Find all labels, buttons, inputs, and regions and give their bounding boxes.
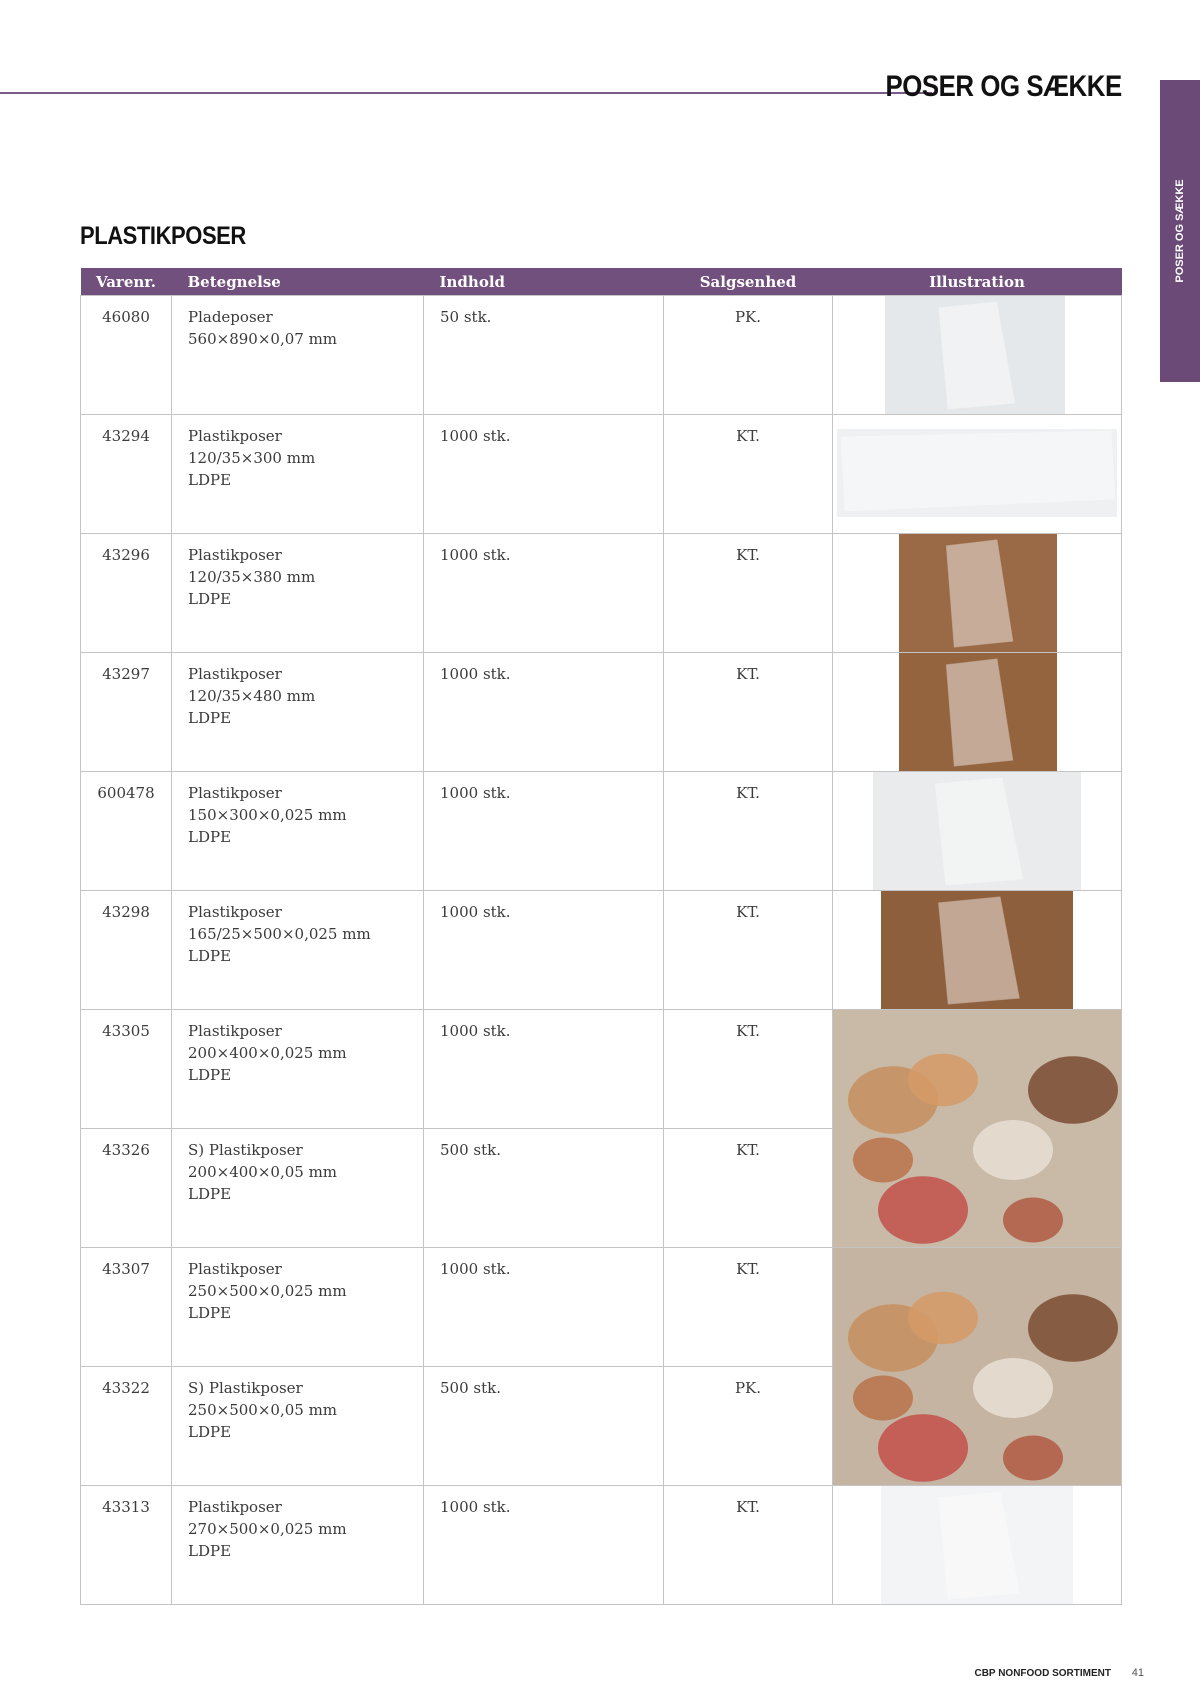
description-line: LDPE (188, 1542, 232, 1560)
cell-illustration (833, 534, 1122, 653)
column-header-indhold: Indhold (424, 268, 664, 296)
product-image (881, 891, 1073, 1010)
cell-indhold: 1000 stk. (424, 653, 664, 772)
description-line: 560×890×0,07 mm (188, 330, 338, 348)
food-shape (973, 1358, 1053, 1418)
cell-indhold: 500 stk. (424, 1367, 664, 1486)
description-line: Plastikposer (188, 546, 282, 564)
cell-indhold: 500 stk. (424, 1129, 664, 1248)
table-row (81, 1010, 1122, 1129)
cell-indhold: 1000 stk. (424, 534, 664, 653)
page-title: POSER OG SÆKKE (885, 70, 1122, 103)
cell-indhold: 1000 stk. (424, 1010, 664, 1129)
description-line: LDPE (188, 947, 232, 965)
food-shape (878, 1414, 968, 1482)
table-row (81, 1486, 1122, 1605)
product-image (899, 534, 1057, 653)
bag-shape (939, 897, 1020, 1004)
product-image (881, 1486, 1073, 1605)
description-line: Plastikposer (188, 903, 282, 921)
product-image (837, 429, 1117, 517)
description-line: Plastikposer (188, 1498, 282, 1516)
column-header-varenr: Varenr. (81, 268, 172, 296)
bag-illustration (899, 653, 1057, 772)
food-shape (1003, 1198, 1063, 1243)
table-row (81, 296, 1122, 415)
footer (974, 1667, 1144, 1679)
cell-betegnelse (172, 296, 424, 415)
cell-indhold: 1000 stk. (424, 1486, 664, 1605)
description-line: 120/35×380 mm (188, 568, 316, 586)
cell-salgsenhed: KT. (664, 415, 833, 534)
food-shape (853, 1376, 913, 1421)
page-number: 41 (1131, 1667, 1144, 1679)
cell-betegnelse (172, 1129, 424, 1248)
cell-varenr: 43298 (81, 891, 172, 1010)
cell-varenr: 46080 (81, 296, 172, 415)
cell-varenr: 43294 (81, 415, 172, 534)
description-line: 270×500×0,025 mm (188, 1520, 347, 1538)
description-line: 250×500×0,025 mm (188, 1282, 347, 1300)
description-line: S) Plastikposer (188, 1379, 303, 1397)
bag-shape (939, 302, 1015, 409)
side-tab-label: POSER OG SÆKKE (1174, 179, 1186, 283)
column-header-illustration: Illustration (833, 268, 1122, 296)
food-shape (878, 1176, 968, 1244)
cell-varenr: 43326 (81, 1129, 172, 1248)
cell-indhold: 1000 stk. (424, 415, 664, 534)
description-line: 200×400×0,05 mm (188, 1163, 338, 1181)
food-shape (1028, 1294, 1118, 1362)
cell-illustration (833, 891, 1122, 1010)
bag-illustration (881, 1486, 1073, 1605)
description-line: Plastikposer (188, 1260, 282, 1278)
description-line: S) Plastikposer (188, 1141, 303, 1159)
description-line: 165/25×500×0,025 mm (188, 925, 371, 943)
table-header-row (81, 268, 1122, 296)
cell-indhold: 1000 stk. (424, 772, 664, 891)
food-shape (1003, 1436, 1063, 1481)
cell-salgsenhed: KT. (664, 772, 833, 891)
description-line: Pladeposer (188, 308, 273, 326)
table-row (81, 1248, 1122, 1367)
cell-betegnelse (172, 891, 424, 1010)
cell-varenr: 43305 (81, 1010, 172, 1129)
table-row (81, 772, 1122, 891)
cell-illustration (833, 772, 1122, 891)
cell-salgsenhed: KT. (664, 1486, 833, 1605)
cell-salgsenhed: KT. (664, 653, 833, 772)
cell-betegnelse (172, 1486, 424, 1605)
description-line: LDPE (188, 1185, 232, 1203)
side-tab[interactable] (1160, 80, 1200, 382)
cell-varenr: 600478 (81, 772, 172, 891)
description-line: LDPE (188, 1304, 232, 1322)
food-shape (908, 1292, 978, 1345)
bag-illustration (873, 772, 1081, 891)
bag-illustration (899, 534, 1057, 653)
description-line: LDPE (188, 590, 232, 608)
description-line: LDPE (188, 1066, 232, 1084)
column-header-salgsenhed: Salgsenhed (664, 268, 833, 296)
cell-indhold: 1000 stk. (424, 891, 664, 1010)
food-shape (853, 1138, 913, 1183)
table-row (81, 653, 1122, 772)
food-shape (1028, 1056, 1118, 1124)
section-heading: PLASTIKPOSER (80, 222, 246, 250)
cell-betegnelse (172, 1248, 424, 1367)
product-image (833, 1248, 1122, 1486)
cell-indhold: 50 stk. (424, 296, 664, 415)
cell-illustration (833, 415, 1122, 534)
description-line: 120/35×300 mm (188, 449, 316, 467)
bag-illustration (833, 1010, 1122, 1248)
bag-shape (935, 778, 1022, 885)
description-line: 120/35×480 mm (188, 687, 316, 705)
bag-shape (939, 1492, 1020, 1599)
cell-varenr: 43322 (81, 1367, 172, 1486)
cell-betegnelse (172, 653, 424, 772)
footer-brand: CBP NONFOOD SORTIMENT (974, 1668, 1111, 1679)
bag-illustration (833, 1248, 1122, 1486)
cell-salgsenhed: KT. (664, 534, 833, 653)
cell-betegnelse (172, 534, 424, 653)
product-image (833, 1010, 1122, 1248)
cell-betegnelse (172, 1010, 424, 1129)
description-line: Plastikposer (188, 427, 282, 445)
cell-salgsenhed: KT. (664, 1010, 833, 1129)
cell-salgsenhed: KT. (664, 891, 833, 1010)
cell-illustration (833, 1010, 1122, 1248)
cell-varenr: 43297 (81, 653, 172, 772)
description-line: Plastikposer (188, 784, 282, 802)
cell-salgsenhed: PK. (664, 296, 833, 415)
product-image (873, 772, 1081, 891)
description-line: LDPE (188, 1423, 232, 1441)
cell-betegnelse (172, 415, 424, 534)
cell-salgsenhed: PK. (664, 1367, 833, 1486)
cell-illustration (833, 1248, 1122, 1486)
cell-indhold: 1000 stk. (424, 1248, 664, 1367)
cell-illustration (833, 653, 1122, 772)
description-line: Plastikposer (188, 1022, 282, 1040)
table-row (81, 534, 1122, 653)
product-image (899, 653, 1057, 772)
cell-varenr: 43313 (81, 1486, 172, 1605)
food-shape (973, 1120, 1053, 1180)
description-line: 150×300×0,025 mm (188, 806, 347, 824)
bag-illustration (881, 891, 1073, 1010)
product-image (885, 296, 1065, 415)
bag-illustration (837, 429, 1117, 517)
cell-varenr: 43307 (81, 1248, 172, 1367)
description-line: 250×500×0,05 mm (188, 1401, 338, 1419)
cell-betegnelse (172, 772, 424, 891)
description-line: LDPE (188, 471, 232, 489)
food-shape (908, 1054, 978, 1107)
table-row (81, 415, 1122, 534)
bag-shape (841, 431, 1115, 511)
description-line: LDPE (188, 828, 232, 846)
product-table (80, 268, 1122, 1605)
description-line: LDPE (188, 709, 232, 727)
cell-salgsenhed: KT. (664, 1129, 833, 1248)
bag-shape (946, 540, 1012, 647)
bag-illustration (885, 296, 1065, 415)
bag-shape (946, 659, 1012, 766)
cell-illustration (833, 1486, 1122, 1605)
column-header-betegnelse: Betegnelse (172, 268, 424, 296)
cell-varenr: 43296 (81, 534, 172, 653)
cell-salgsenhed: KT. (664, 1248, 833, 1367)
cell-betegnelse (172, 1367, 424, 1486)
description-line: Plastikposer (188, 665, 282, 683)
description-line: 200×400×0,025 mm (188, 1044, 347, 1062)
cell-illustration (833, 296, 1122, 415)
header-rule (0, 92, 932, 94)
table-row (81, 891, 1122, 1010)
